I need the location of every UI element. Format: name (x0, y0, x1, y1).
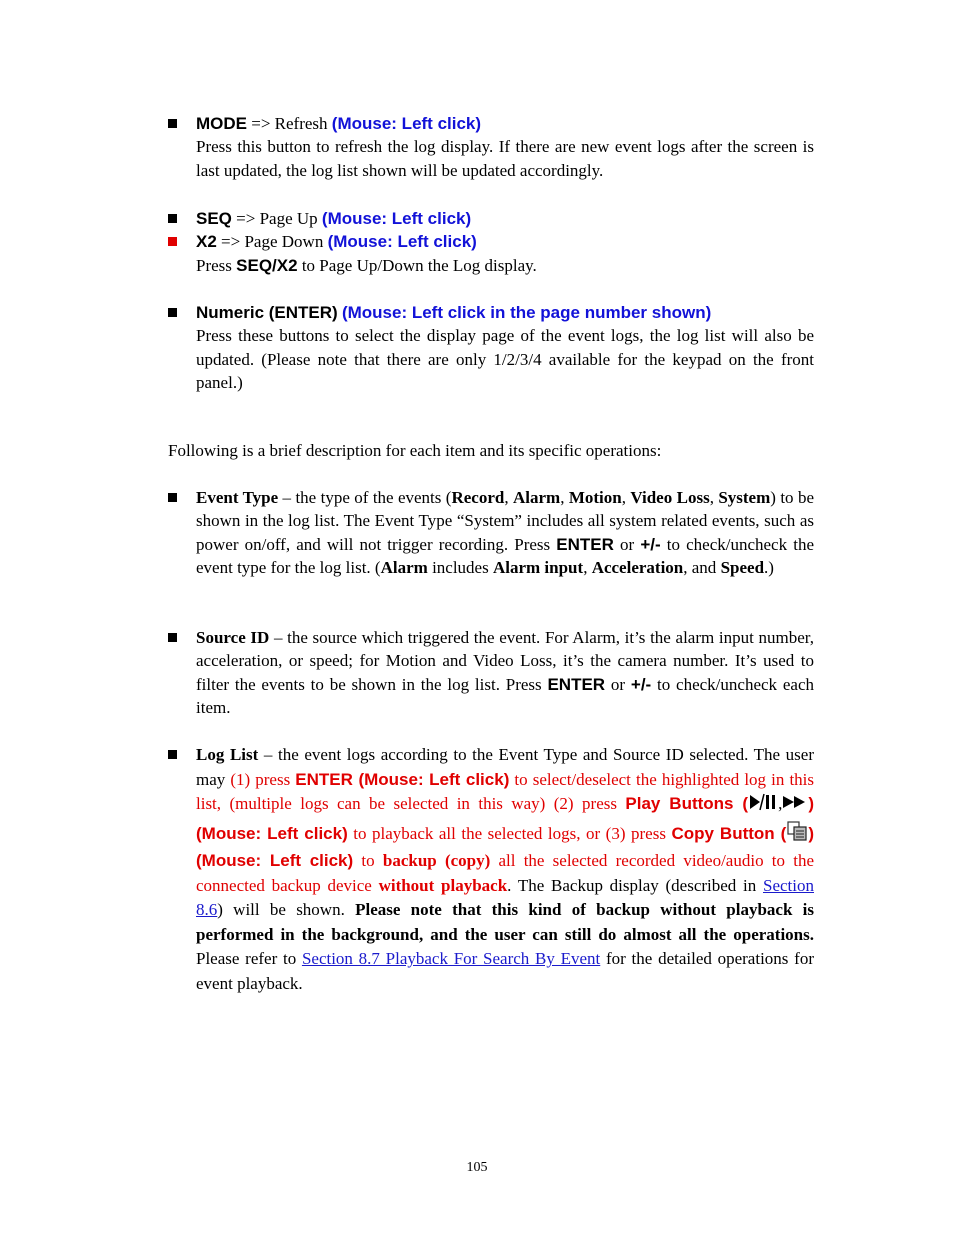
seq-heading: SEQ => Page Up (Mouse: Left click) (196, 209, 472, 228)
mode-heading: MODE => Refresh (Mouse: Left click) (196, 114, 482, 133)
seq-mouse: (Mouse: Left click) (321, 209, 472, 228)
intro-paragraph: Following is a brief description for each item and its specific operations: (168, 441, 662, 460)
bullet-icon (168, 633, 177, 642)
play-pause-icon (748, 792, 778, 820)
source-id-description: Source ID – the source which triggered the event. For Alarm, it’s the alarm input number, acceleration, or speed; for Motion and Video Loss, it’s the camera number. It’s used to filter the events to be shown in the log list. Press ENTER or +/- to check/uncheck each item. (196, 628, 814, 718)
seq-item (168, 207, 814, 277)
section-8-7-link[interactable]: Section 8.7 Playback For Search By Event (301, 949, 601, 968)
log-list-item (168, 743, 814, 996)
seq-key: SEQ (196, 209, 232, 228)
page-number: 105 (466, 1160, 488, 1175)
fast-forward-icon (782, 792, 808, 820)
numeric-mouse: (Mouse: Left click in the page number shown) (341, 303, 712, 322)
bullet-icon (168, 119, 177, 128)
section-8-6-link[interactable]: Section 8.6 (196, 875, 814, 919)
bullet-icon (168, 493, 177, 502)
x2-heading: X2 => Page Down (Mouse: Left click) (196, 232, 477, 252)
mode-description: Press this button to refresh the log display. If there are new event logs after the screen is last updated, the log list shown will be updated accordingly. (196, 137, 814, 180)
seq-description: Press SEQ/X2 to Page Up/Down the Log display. (196, 255, 537, 275)
bullet-icon (168, 750, 177, 759)
bullet-icon (168, 237, 177, 246)
numeric-key: Numeric (ENTER) (196, 303, 338, 322)
x2-key: X2 (196, 232, 217, 252)
source-id-item (168, 626, 814, 720)
log-list-description: Log List – the event logs according to the Event Type and Source ID selected. The user may (1) press ENTER (Mouse: Left click) to select/deselect the highlighted log in this list, (multiple logs can be selected in this way) (2) press Play Buttons ( , ) (Mouse: Left click) to playback all the selected logs, or (3) press Copy Button ( ) (Mouse: Left click) to backup (copy) all the selected recorded video/audio to the connected backup device without playback. The Backup display (described in Section 8.6) will be shown. Please note that this kind of backup without playback is performed in the background, and the user can still do almost all the operations. Please refer to Section 8.7 Playback For Search By Event for the detailed operations for event playback. (196, 745, 815, 993)
copy-icon (786, 820, 808, 850)
mode-mouse: (Mouse: Left click) (331, 114, 482, 133)
numeric-item (168, 301, 814, 395)
numeric-heading (196, 301, 814, 324)
log-list-title: Log List (196, 745, 259, 764)
event-type-description: Event Type – the type of the events (Record, Alarm, Motion, Video Loss, System) to be shown in the log list. The Event Type “System” includes all system related events, such as power on/off, and will not trigger recording. Press ENTER or +/- to check/uncheck the event type for the log list. (Alarm includes Alarm input, Acceleration, and Speed.) (196, 488, 814, 578)
event-type-item (168, 486, 814, 580)
source-id-title: Source ID (196, 628, 270, 647)
bullet-icon (168, 308, 177, 317)
bullet-icon (168, 214, 177, 223)
mode-key: MODE (196, 114, 247, 133)
mode-item (168, 112, 814, 182)
x2-mouse: (Mouse: Left click) (327, 232, 477, 252)
numeric-description: Press these buttons to select the display page of the event logs, the log list will also be updated. (Please note that there are only 1/2/3/4 available for the keypad on the front panel.) (196, 326, 814, 393)
event-type-title: Event Type (196, 488, 279, 507)
